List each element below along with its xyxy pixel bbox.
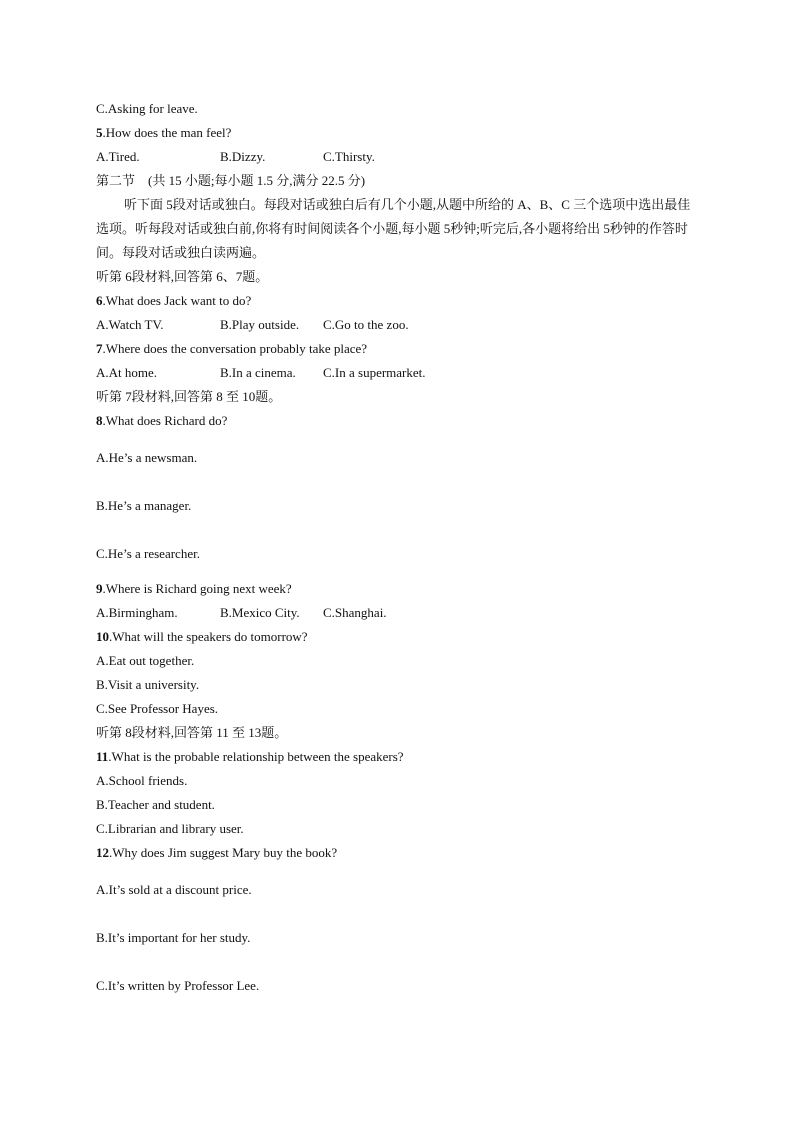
question-10 xyxy=(96,629,308,645)
q7-option-a: A.At home. xyxy=(96,365,158,380)
q8-option-a: A.He’s a newsman. xyxy=(96,450,198,465)
q7-option-c: C.In a supermarket. xyxy=(323,365,426,380)
q6-option-a: A.Watch TV. xyxy=(96,317,164,332)
question-number: 10 xyxy=(96,629,109,644)
section-title: 第二节 (共 15 小题;每小题 1.5 分,满分 22.5 分) xyxy=(96,173,366,188)
question-6 xyxy=(96,293,251,309)
question-text: .Where does the conversation probably take place? xyxy=(102,341,368,356)
q6-option-b: B.Play outside. xyxy=(220,317,300,332)
group-6-heading: 听第 6段材料,回答第 6、7题。 xyxy=(96,269,269,284)
question-number: 12 xyxy=(96,845,109,860)
question-9 xyxy=(96,581,292,597)
q10-option-b: B.Visit a university. xyxy=(96,677,200,692)
group-7-heading: 听第 7段材料,回答第 8 至 10题。 xyxy=(96,389,282,404)
question-12 xyxy=(96,845,337,861)
q10-option-c: C.See Professor Hayes. xyxy=(96,701,219,716)
q6-option-c: C.Go to the zoo. xyxy=(323,317,409,332)
question-number: 11 xyxy=(96,749,109,764)
q9-option-a: A.Birmingham. xyxy=(96,605,178,620)
q12-option-c: C.It’s written by Professor Lee. xyxy=(96,978,260,993)
section-instruction: 听下面 5段对话或独白。每段对话或独白后有几个小题,从题中所给的 A、B、C 三个选项中选出最佳选项。听每段对话或独白前,你将有时间阅读各个小题,每小题 5秒钟;听完后,各小题将给出 5秒钟的作答时间。每段对话或独白读两遍。 xyxy=(96,197,691,260)
question-number: 9 xyxy=(96,581,103,596)
question-number: 8 xyxy=(96,413,103,428)
q9-option-c: C.Shanghai. xyxy=(323,605,387,620)
q8-option-c: C.He’s a researcher. xyxy=(96,546,200,561)
question-text: .What will the speakers do tomorrow? xyxy=(109,629,308,644)
group-8-heading: 听第 8段材料,回答第 11 至 13题。 xyxy=(96,725,288,740)
q11-option-c: C.Librarian and library user. xyxy=(96,821,244,836)
question-text: .Why does Jim suggest Mary buy the book? xyxy=(109,845,338,860)
question-number: 5 xyxy=(96,125,103,140)
q10-option-a: A.Eat out together. xyxy=(96,653,195,668)
q8-option-b: B.He’s a manager. xyxy=(96,498,192,513)
question-5 xyxy=(96,125,231,141)
q5-option-b: B.Dizzy. xyxy=(220,149,266,164)
question-text: .Where is Richard going next week? xyxy=(102,581,292,596)
q12-option-b: B.It’s important for her study. xyxy=(96,930,251,945)
question-7 xyxy=(96,341,367,357)
q9-option-b: B.Mexico City. xyxy=(220,605,300,620)
question-text: .What does Richard do? xyxy=(102,413,228,428)
q7-option-b: B.In a cinema. xyxy=(220,365,296,380)
q11-option-a: A.School friends. xyxy=(96,773,188,788)
question-text: .What is the probable relationship between the speakers? xyxy=(108,749,404,764)
question-11 xyxy=(96,749,404,765)
question-number: 7 xyxy=(96,341,103,356)
question-text: .What does Jack want to do? xyxy=(102,293,252,308)
question-text: .How does the man feel? xyxy=(102,125,232,140)
question-8 xyxy=(96,413,227,429)
q11-option-b: B.Teacher and student. xyxy=(96,797,215,812)
q5-option-c: C.Thirsty. xyxy=(323,149,375,164)
q4-option-c: C.Asking for leave. xyxy=(96,101,198,116)
q12-option-a: A.It’s sold at a discount price. xyxy=(96,882,252,897)
q5-option-a: A.Tired. xyxy=(96,149,140,164)
question-number: 6 xyxy=(96,293,103,308)
